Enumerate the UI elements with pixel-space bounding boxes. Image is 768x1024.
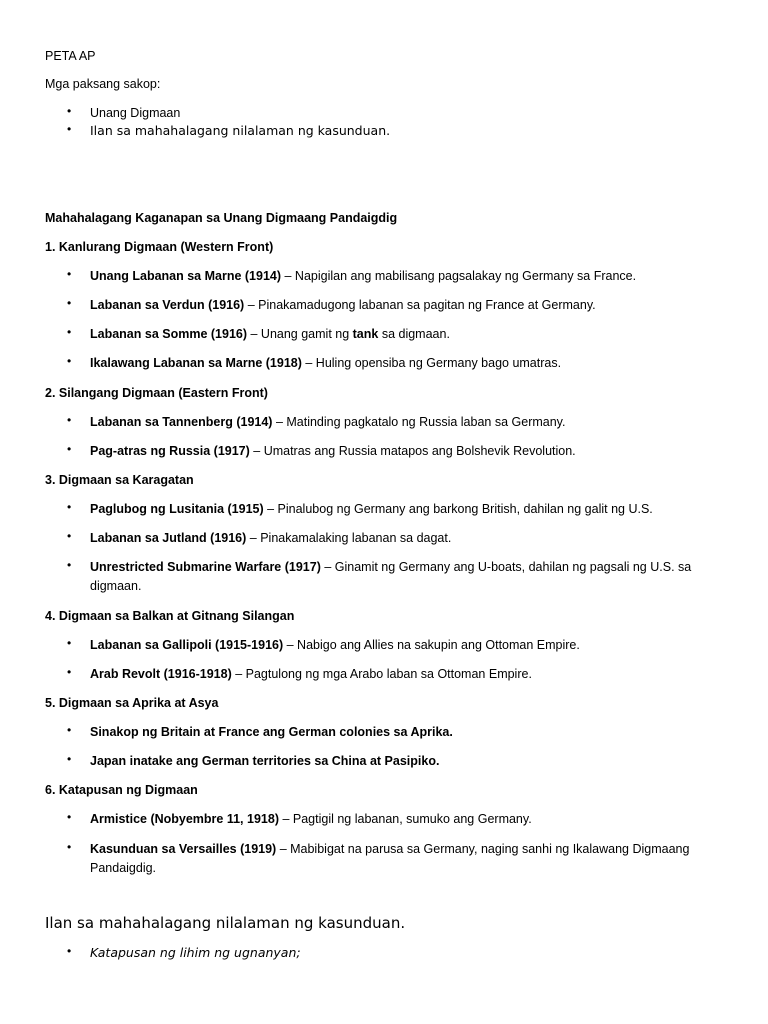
section-heading: 6. Katapusan ng Digmaan <box>45 783 198 797</box>
bullet: • <box>67 529 72 543</box>
bullet: • <box>67 354 72 368</box>
bullet: • <box>67 752 72 766</box>
list-item: Labanan sa Gallipoli (1915-1916) – Nabigo ang Allies na sakupin ang Ottoman Empire. <box>90 638 580 652</box>
list-item: Labanan sa Tannenberg (1914) – Matinding pagkatalo ng Russia laban sa Germany. <box>90 415 566 429</box>
footer-heading: Ilan sa mahahalagang nilalaman ng kasunduan. <box>45 914 406 932</box>
section-heading: 4. Digmaan sa Balkan at Gitnang Silangan <box>45 609 295 623</box>
list-item: Ikalawang Labanan sa Marne (1918) – Huling opensiba ng Germany bago umatras. <box>90 356 562 370</box>
bullet: • <box>67 325 72 339</box>
bullet: • <box>67 810 72 824</box>
section-heading: 2. Silangang Digmaan (Eastern Front) <box>45 386 268 400</box>
section-heading: 1. Kanlurang Digmaan (Western Front) <box>45 240 274 254</box>
list-item: Labanan sa Somme (1916) – Unang gamit ng tank sa digmaan. <box>90 327 450 341</box>
bullet: • <box>67 558 72 572</box>
scope-label: Mga paksang sakop: <box>45 77 161 91</box>
bullet: • <box>67 840 72 854</box>
bullet: • <box>67 104 72 118</box>
bullet: • <box>67 296 72 310</box>
list-item: Unrestricted Submarine Warfare (1917) – Ginamit ng Germany ang U-boats, dahilan ng pagsali ng U.S. sa digmaan. <box>90 560 692 593</box>
footer-item: Katapusan ng lihim ng ugnanyan; <box>90 945 301 960</box>
list-item: Sinakop ng Britain at France ang German colonies sa Aprika. <box>90 725 453 739</box>
bullet: • <box>67 413 72 427</box>
list-item: Kasunduan sa Versailles (1919) – Mabibigat na parusa sa Germany, naging sanhi ng Ikalawang Digmaang Pandaigdig. <box>90 842 690 875</box>
bullet: • <box>67 665 72 679</box>
main-title: Mahahalagang Kaganapan sa Unang Digmaang Pandaigdig <box>45 211 398 225</box>
scope-item: Ilan sa mahahalagang nilalaman ng kasunduan. <box>90 123 391 138</box>
bullet: • <box>67 500 72 514</box>
scope-item: Unang Digmaan <box>90 106 181 120</box>
bullet: • <box>67 442 72 456</box>
list-item: Paglubog ng Lusitania (1915) – Pinalubog ng Germany ang barkong British, dahilan ng galit ng U.S. <box>90 502 653 516</box>
list-item: Japan inatake ang German territories sa China at Pasipiko. <box>90 754 440 768</box>
list-item: Labanan sa Verdun (1916) – Pinakamadugong labanan sa pagitan ng France at Germany. <box>90 298 596 312</box>
section-heading: 5. Digmaan sa Aprika at Asya <box>45 696 219 710</box>
bullet: • <box>67 636 72 650</box>
section-heading: 3. Digmaan sa Karagatan <box>45 473 194 487</box>
bullet: • <box>67 944 72 958</box>
list-item: Arab Revolt (1916-1918) – Pagtulong ng mga Arabo laban sa Ottoman Empire. <box>90 667 532 681</box>
list-item: Pag-atras ng Russia (1917) – Umatras ang Russia matapos ang Bolshevik Revolution. <box>90 444 576 458</box>
doc-title: PETA AP <box>45 49 96 63</box>
list-item: Unang Labanan sa Marne (1914) – Napigilan ang mabilisang pagsalakay ng Germany sa France. <box>90 269 637 283</box>
list-item: Labanan sa Jutland (1916) – Pinakamalaking labanan sa dagat. <box>90 531 452 545</box>
bullet: • <box>67 122 72 136</box>
bullet: • <box>67 267 72 281</box>
bullet: • <box>67 723 72 737</box>
list-item: Armistice (Nobyembre 11, 1918) – Pagtigil ng labanan, sumuko ang Germany. <box>90 812 532 826</box>
